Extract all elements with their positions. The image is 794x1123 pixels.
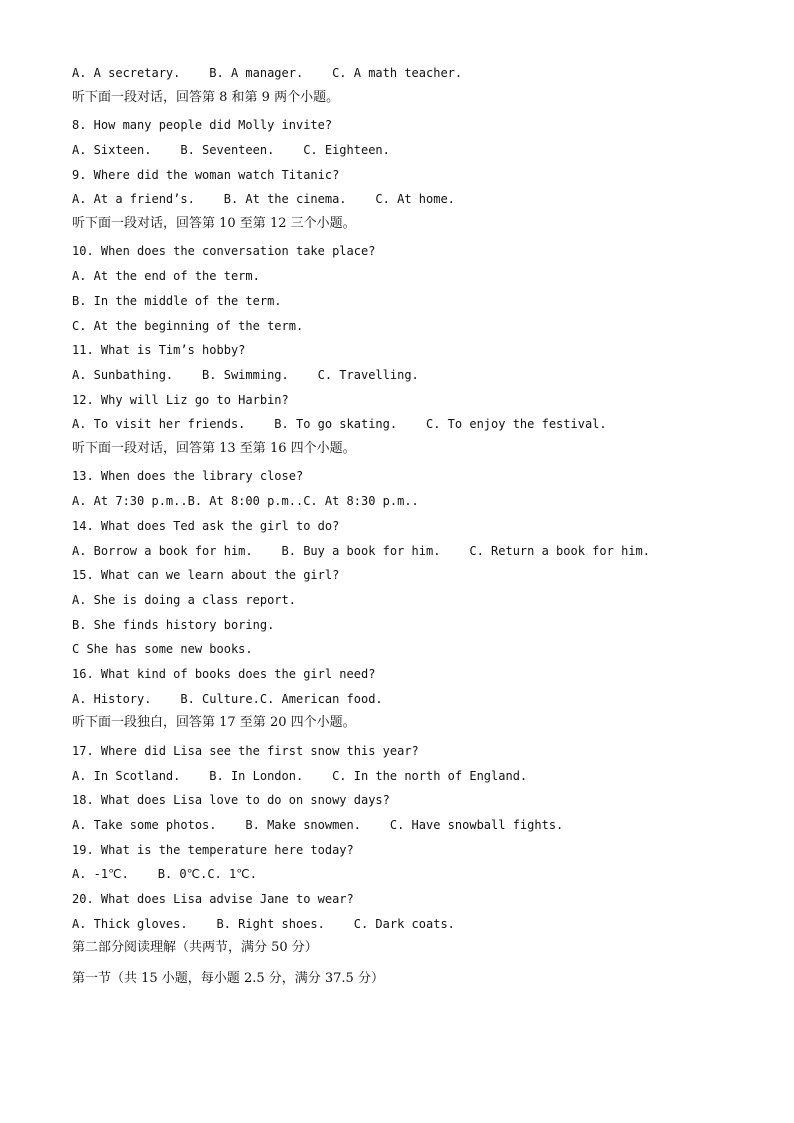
option-line: A. Thick gloves. B. Right shoes. C. Dark coats.: [72, 916, 455, 931]
question-line: 13. When does the library close?: [72, 469, 304, 484]
option-line: A. To visit her friends. B. To go skating. C. To enjoy the festival.: [72, 417, 607, 432]
option-line: A. Sixteen. B. Seventeen. C. Eighteen.: [72, 142, 390, 157]
option-line: A. At a friend’s. B. At the cinema. C. At home.: [72, 192, 455, 207]
option-line: A. Borrow a book for him. B. Buy a book for him. C. Return a book for him.: [72, 543, 650, 558]
option-line: A. Take some photos. B. Make snowmen. C. Have snowball fights.: [72, 817, 564, 832]
question-line: 15. What can we learn about the girl?: [72, 568, 340, 583]
option-line: A. Sunbathing. B. Swimming. C. Travelling.: [72, 367, 419, 382]
question-line: 20. What does Lisa advise Jane to wear?: [72, 891, 354, 906]
option-line: B. She finds history boring.: [72, 617, 275, 632]
question-line: 16. What kind of books does the girl need?: [72, 666, 376, 681]
part-heading: 第一节（共 15 小题，每小题 2.5 分，满分 37.5 分）: [72, 971, 384, 987]
question-line: 11. What is Tim’s hobby?: [72, 343, 246, 358]
section-instruction: 听下面一段对话，回答第 8 和第 9 两个小题。: [72, 89, 340, 105]
exam-page: [72, 64, 732, 1001]
option-line: A. At 7:30 p.m..B. At 8:00 p.m..C. At 8:30 p.m..: [72, 494, 419, 509]
question-line: 9. Where did the woman watch Titanic?: [72, 167, 340, 182]
option-line: A. A secretary. B. A manager. C. A math teacher.: [72, 66, 463, 80]
option-line: B. In the middle of the term.: [72, 293, 282, 308]
option-line: A. History. B. Culture.C. American food.: [72, 691, 383, 706]
question-line: 12. Why will Liz go to Harbin?: [72, 392, 289, 407]
question-line: 10. When does the conversation take place?: [72, 244, 376, 259]
part-heading: 第二部分阅读理解（共两节，满分 50 分）: [72, 940, 318, 956]
section-instruction: 听下面一段对话，回答第 13 至第 16 四个小题。: [72, 440, 356, 456]
section-instruction: 听下面一段对话，回答第 10 至第 12 三个小题。: [72, 215, 356, 231]
option-line: A. At the end of the term.: [72, 269, 260, 284]
option-line: A. -1℃. B. 0℃.C. 1℃.: [72, 867, 257, 882]
option-line: A. She is doing a class report.: [72, 592, 296, 607]
option-line: C She has some new books.: [72, 642, 253, 657]
section-instruction: 听下面一段独白，回答第 17 至第 20 四个小题。: [72, 715, 356, 731]
option-line: A. In Scotland. B. In London. C. In the north of England.: [72, 768, 528, 783]
option-line: C. At the beginning of the term.: [72, 318, 304, 333]
question-line: 18. What does Lisa love to do on snowy days?: [72, 793, 390, 808]
question-line: 19. What is the temperature here today?: [72, 842, 354, 857]
question-line: 17. Where did Lisa see the first snow this year?: [72, 743, 419, 758]
question-line: 8. How many people did Molly invite?: [72, 118, 333, 133]
question-line: 14. What does Ted ask the girl to do?: [72, 518, 340, 533]
